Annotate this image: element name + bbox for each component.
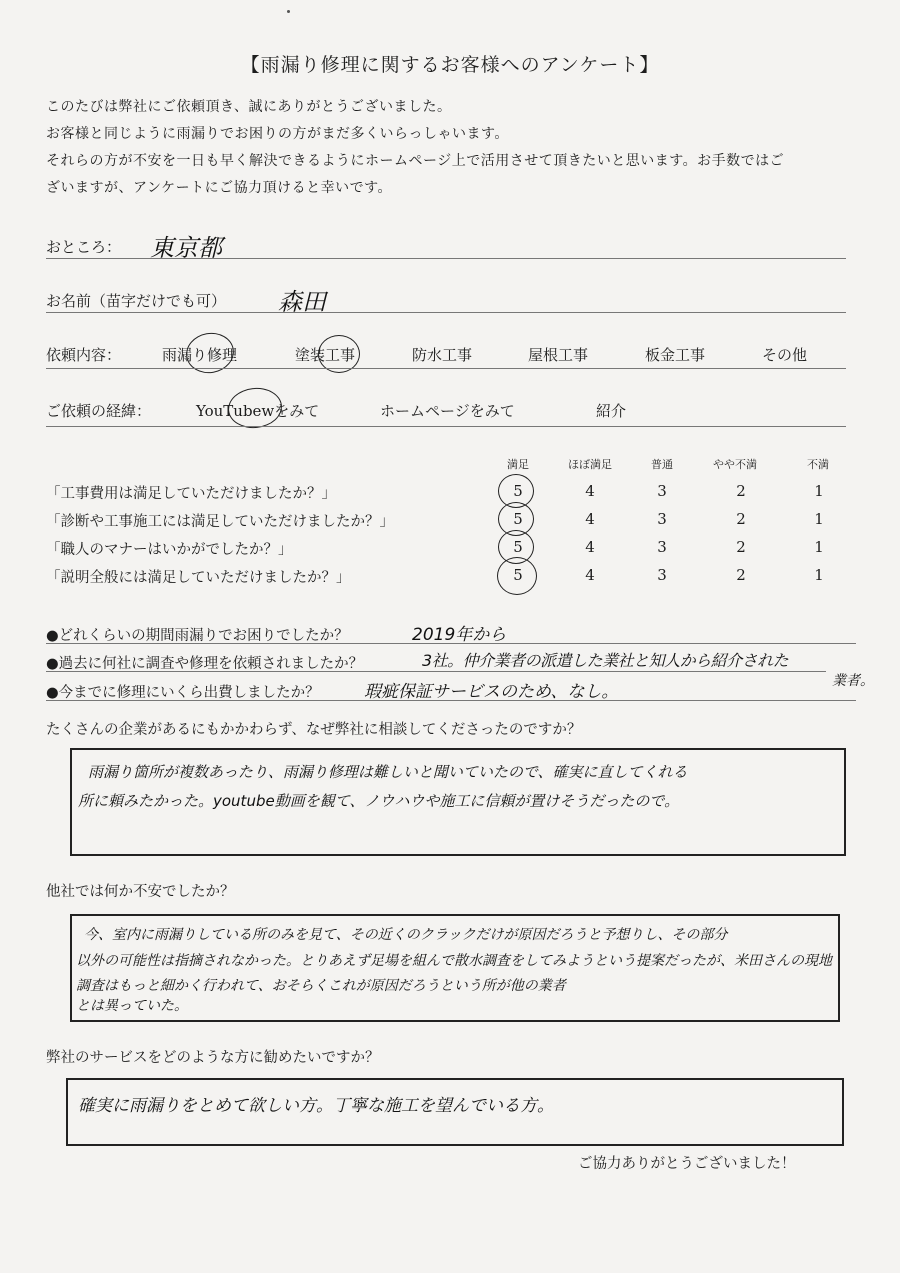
rating-construction-4[interactable]: 4 [585, 510, 595, 528]
q2-answer-line-1: 今、室内に雨漏りしている所のみを見て、その近くのクラックだけが原因だろうと予想りし、その部分 [84, 927, 728, 943]
source-line [46, 426, 846, 427]
intro-line-1: このたびは弊社にご依頼頂き、誠にありがとうございました。 [46, 99, 452, 115]
rating-cost-2[interactable]: 2 [736, 482, 746, 500]
intro-line-2: お客様と同じように雨漏りでお困りの方がまだ多くいらっしゃいます。 [46, 126, 509, 142]
column-header-neutral: 普通 [651, 458, 673, 471]
address-value[interactable]: 東京都 [150, 234, 222, 262]
intro-line-3: それらの方が不安を一日も早く解決できるようにホームページ上で活用させて頂きたいと思います。お手数ではご [46, 153, 785, 169]
bullet-line [46, 643, 856, 644]
source-option-referral[interactable]: 紹介 [596, 402, 627, 420]
q1-question: たくさんの企業があるにもかかわらず、なぜ弊社に相談してくださったのですか？ [46, 722, 582, 738]
q3-answer-line-1: 確実に雨漏りをとめて欲しい方。丁寧な施工を望んでいる方。 [78, 1096, 554, 1116]
rating-question-cost: 「工事費用は満足していただけましたか？」 [46, 486, 336, 502]
request-option-leak-repair[interactable]: 雨漏り修理 [162, 346, 238, 364]
name-label: お名前（苗字だけでも可） [46, 292, 227, 310]
column-header-mostly-satisfied: ほぼ満足 [568, 458, 612, 471]
source-label: ご依頼の経緯： [46, 402, 152, 420]
rating-explanation-3[interactable]: 3 [657, 566, 667, 584]
bullet-question-cost: ●今までに修理にいくら出費しましたか？ [46, 685, 320, 701]
address-line [46, 258, 846, 259]
q2-answer-line-3: とは異っていた。 [76, 998, 188, 1014]
source-option-homepage[interactable]: ホームページをみて [380, 402, 515, 420]
rating-cost-5[interactable]: 5 [513, 482, 523, 500]
bullet-question-companies: ●過去に何社に調査や修理を依頼されましたか？ [46, 656, 364, 672]
bullet-answer-duration[interactable]: 2019年から [412, 625, 507, 645]
rating-explanation-1[interactable]: 1 [814, 566, 824, 584]
request-option-roof[interactable]: 屋根工事 [528, 346, 589, 364]
address-label: おところ： [46, 238, 122, 256]
rating-explanation-5[interactable]: 5 [513, 566, 523, 584]
rating-cost-3[interactable]: 3 [657, 482, 667, 500]
request-option-sheet-metal[interactable]: 板金工事 [645, 346, 706, 364]
survey-title: 【雨漏り修理に関するお客様へのアンケート】 [240, 54, 660, 76]
rating-question-manners: 「職人のマナーはいかがでしたか？」 [46, 542, 293, 558]
rating-construction-2[interactable]: 2 [736, 510, 746, 528]
request-option-painting[interactable]: 塗装工事 [295, 346, 356, 364]
q2-answer-line-2: 以外の可能性は指摘されなかった。とりあえず足場を組んで散水調査をしてみようという提案だったが、米田さんの現地調査はもっと細かく行われて、おそらくこれが原因だろうという所が他の業者 [76, 953, 832, 994]
request-label: 依頼内容： [46, 346, 122, 364]
rating-explanation-4[interactable]: 4 [585, 566, 595, 584]
bullet-answer-cost[interactable]: 瑕疵保証サービスのため、なし。 [364, 682, 619, 702]
rating-manners-4[interactable]: 4 [585, 538, 595, 556]
selected-circle [183, 329, 237, 377]
page-dot [287, 10, 290, 13]
bullet-line [46, 700, 856, 701]
rating-construction-1[interactable]: 1 [814, 510, 824, 528]
intro-line-4: ざいますが、アンケートにご協力頂けると幸いです。 [46, 180, 393, 196]
column-header-dissatisfied: 不満 [807, 458, 829, 471]
bullet-line [46, 671, 826, 672]
rating-construction-5[interactable]: 5 [513, 510, 523, 528]
rating-question-explanation: 「説明全般には満足していただけましたか？」 [46, 570, 351, 586]
bullet-question-duration: ●どれくらいの期間雨漏りでお困りでしたか？ [46, 628, 349, 644]
rating-manners-3[interactable]: 3 [657, 538, 667, 556]
column-header-satisfied: 満足 [507, 458, 529, 471]
source-option-youtube[interactable]: YouTubewをみて [196, 402, 320, 420]
request-line [46, 368, 846, 369]
name-value[interactable]: 森田 [278, 288, 326, 316]
rating-manners-2[interactable]: 2 [736, 538, 746, 556]
q3-question: 弊社のサービスをどのような方に勧めたいですか？ [46, 1050, 380, 1066]
column-header-somewhat-dissatisfied: やや不満 [713, 458, 757, 471]
rating-question-construction: 「診断や工事施工には満足していただけましたか？」 [46, 514, 394, 530]
rating-construction-3[interactable]: 3 [657, 510, 667, 528]
thanks-message: ご協力ありがとうございました！ [578, 1156, 796, 1172]
q1-answer-line-1: 雨漏り箇所が複数あったり、雨漏り修理は難しいと聞いていたので、確実に直してくれる [88, 763, 688, 781]
q2-answer-box[interactable] [70, 914, 840, 1022]
q1-answer-line-2: 所に頼みたかった。youtube動画を観て、ノウハウや施工に信頼が置けそうだったので。 [78, 792, 680, 810]
bullet-answer-companies-cont[interactable]: 業者。 [832, 673, 874, 689]
q1-answer-box[interactable] [70, 748, 846, 856]
selected-circle [497, 557, 537, 595]
rating-cost-4[interactable]: 4 [585, 482, 595, 500]
rating-cost-1[interactable]: 1 [814, 482, 824, 500]
rating-manners-5[interactable]: 5 [513, 538, 523, 556]
rating-explanation-2[interactable]: 2 [736, 566, 746, 584]
q2-question: 他社では何か不安でしたか？ [46, 884, 235, 900]
bullet-answer-companies[interactable]: 3社。仲介業者の派遣した業社と知人から紹介された [422, 651, 789, 670]
request-option-other[interactable]: その他 [762, 346, 808, 364]
name-line [46, 312, 846, 313]
q3-answer-box[interactable] [66, 1078, 844, 1146]
request-option-waterproof[interactable]: 防水工事 [412, 346, 473, 364]
rating-manners-1[interactable]: 1 [814, 538, 824, 556]
selected-circle [226, 385, 284, 430]
